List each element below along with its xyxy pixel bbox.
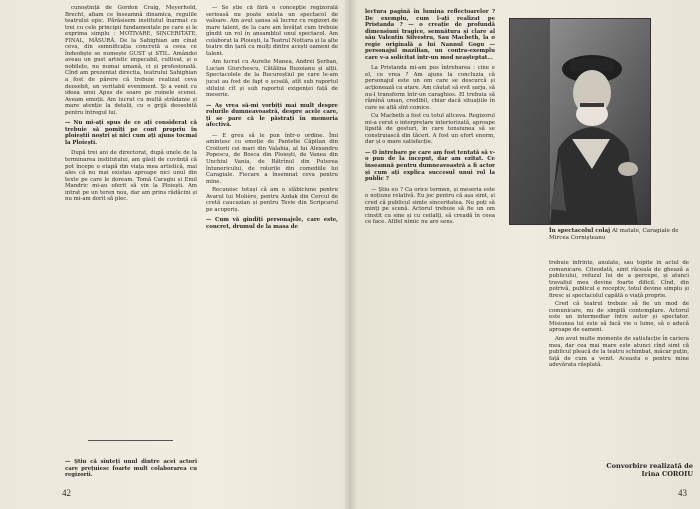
paragraph: Am lucrat cu Aurelie Manea, Andrei Șerban, Lucian Giurchescu, Cătălina Buzoianu și alții. Spectacolele de la Bucureștiul pe care le-am jucat au fost de fapt o școală, atît sub raportul stilului cît și sub raportul exigenței față de meserie. [206,59,338,99]
left-column-1-end [65,455,197,500]
page-number-right: 43 [678,488,687,498]
interview-signoff [598,462,693,478]
paragraph: cunoștință de Gordon Craig, Meyerhold, Brecht, afiam ce înseamnă dinamica, regulile teatrului epic. Părăsisem institutul înarmat cu trei cu cele principii fundamentale pe care și le exprima simplu : MOTIVARE, SINCERITATE, FINAL, MĂSURĂ. De la Sahighian am cinat ceva, din semnificația concretă a ceea ce îndeobște se numește GUST și STIL. Amândoi aveau un gust artistic impecabil, cultivat, și o nobilețe, nu numai umană, ci și profesională. Cînd am prezentat directia, teatrului Sahighian a fost de părere că trebuie realizat ceva deosebit, un veritabil eveniment. Și a venit cu ideea unui Apus de soare pe ruinele scenei. Aveam emoții. Am lucrat cu multă strădanie și mare atenție la detalii, cu o grijă deosebită pentru întregul lui. [65,5,197,116]
paragraph: La Pristanda mi-am pus întrebarea : cine e el, ce vrea ? Am ajuns la concluzia că personajul este un om care se descurcă și acționează ca atare. Am căutat să evit șarja, să nu-l transform într-un caraghios. El trebuia să rămînă uman, credibil, chiar dacă situațiile în care se află sînt comice. [365,65,495,111]
actor-photo-illustration [510,19,650,224]
left-column-2 [206,5,338,505]
left-column-1 [65,5,197,445]
signoff-label: Convorbire realizată de [606,462,693,470]
stage-photo [509,18,651,225]
interview-question: lectura pagină în lumina reflectoarelor ? De exemplu, cum l-ați realizat pe Pristanda ? — o creație de profundă dimensiuni tragice, semnătura și clare al său Valentin Silvestru, Sau Macbeth, la o regie originală a lui Nannul Gogu — personajul mazilian, un contra-exemplu care v-a solicitat într-un mod neașteptat... [365,9,495,61]
signoff-author: Irina COROIU [641,470,693,478]
interview-question: — Cum vă gîndiți personajele, care este, concret, drumul de la masa de [206,217,338,230]
photo-caption [549,228,689,241]
paragraph: Cred că teatrul trebuie să fie un mod de comunicare, nu de simplă contemplare. Actorul este un intermediar între autor și spectator. Misiunea lui este să facă vie o lume, să o aducă aproape de oameni. [549,301,689,334]
left-page [0,0,349,509]
interview-question: — Știu că sînteți unul dintre acei actori care prețuiesc foarte mult colaborarea cu regizorii. [65,459,197,479]
paragraph: Recunosc totuși că am o slăbiciune pentru Avarul lui Molière, pentru Azdak din Cercul de cretă caucazian și pentru Tevie din Scripcarul pe acoperiș. [206,187,338,213]
interview-question: — Nu mi-ați spus de ce ați considerat că trebuie să pomiți pe cont propriu în ploieștii noștri și nici cum ați ajuns tocmai la Ploiești. [65,120,197,146]
paragraph: — Se știe că fără o concepție regizorală serioasă nu poate exista un spectacol de valoare. Am avut șansa să lucrez cu regizori de mare talent, de la care am învățat cum trebuie gîndit un rol în ansamblul unui spectacol. Am colaborat la Ploiești, la Teatrul Nottara și la alte teatre din țară cu mulți dintre acești oameni de talent. [206,5,338,57]
paragraph: — Știu eu ? Ca orice termen, și meseria este o noțiune relativă. Eu joc pentru că așa simt, și cred că publicul simte sinceritatea. Nu poți să minți pe scenă. Actorul trebuie să fie un om cinstit cu sine și cu ceilalți, să creadă în ceea ce face. Altfel nimic nu are sens. [365,186,495,226]
interview-question: — O întrebare pe care am fost tentată să v-o pun de la început, dar am ezitat. Ce înseamnă pentru dumneavoastră a fi actor și cum ați explica succesul unui rol la public ? [365,149,495,183]
question-divider [88,440,173,441]
right-page [351,0,700,509]
interview-question: — Aș vrea să-mi vorbiți mai mult despre rolurile dumneavoastră, despre acele care, ți se pare că le păstrați în memoria afectivă. [206,102,338,129]
paragraph: Cu Macbeth a fost cu totul altceva. Regizorul mi-a cerut o interpretare interiorizată, aproape lipsită de gesturi, în care tensiunea să se construiască din tăceri. A fost un efort enorm, dar și o mare satisfacție. [365,113,495,146]
right-column-1 [365,5,495,505]
caption-text: Al matale, Caragiale de Mircea Cornișteanu [549,228,679,241]
paragraph: După trei ani de directorat, după unele de la terminarea institutului, am găsit de cuviință că pot începe o etapă din viața mea artistică, mai ales că nu mai existau aproape nici unul din texte pe care le doream. Tomă Caragiu și Emil Mandric mi-au oferit să vin la Ploiești. Am intrat pe un teren nou, dar am prins rădăcini și nu mi-am dorit să plec. [65,150,197,203]
paragraph: trebuie înfrînte, anulate, sau topite în actul de comunicare. Citeodată, simt răceala de ghează a publicului, refuzul lui de a percepe, și atunci travaliul meu devine foarte dificil. Cînd, din potrivă, publicul e receptiv, totul devine simplu și firesc și spectacolul capătă o viață proprie. [549,260,689,299]
paragraph: — E greu să le pun într-o ordine. Îmi amintesc cu emoție de Pantelie Căpitan din Croitorii cei mari din Valahia, al lui Alexandru Popescu, de Bosca din Ploiești, de Vanea din Unchiul Vania, de Bătrînul din Puterea întunericului, de rolurile din comediile lui Caragiale. Fiecare a însemnat ceva pentru mine. [206,132,338,185]
paragraph: Am avut multe momente de satisfacție în cariera mea, dar cea mai mare este atunci cînd simt că publicul pleacă de la teatru schimbat, măcar puțin, față de cum a venit. Aceasta e pentru mine adevărata răsplată. [549,336,689,369]
caption-title: În spectacolul colaj [549,228,611,234]
page-number-left: 42 [62,488,71,498]
right-column-2 [549,260,689,458]
